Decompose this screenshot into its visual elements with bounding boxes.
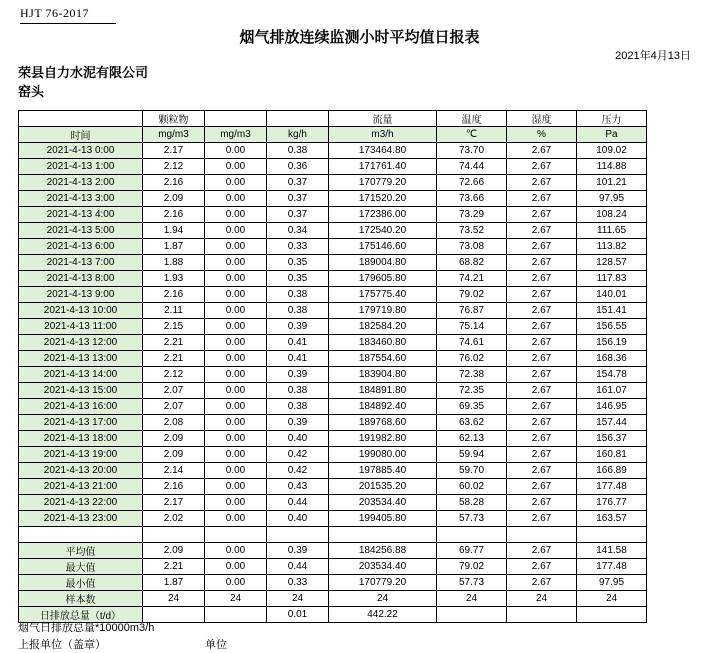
table-row: [19, 239, 647, 255]
page-title: 烟气排放连续监测小时平均值日报表: [239, 29, 480, 46]
cell-value-4: 59.94: [437, 447, 507, 463]
cell-value-3: 173464.80: [329, 143, 437, 159]
emission-data-table: [18, 110, 647, 623]
table-row: [19, 415, 647, 431]
table-row: [19, 159, 647, 175]
cell-value-0: 1.88: [143, 255, 205, 271]
stat-value-6: 24: [577, 591, 647, 607]
cell-value-5: 2.67: [507, 223, 577, 239]
cell-value-3: 171520.20: [329, 191, 437, 207]
cell-value-1: 0.00: [205, 223, 267, 239]
cell-value-3: 189768.60: [329, 415, 437, 431]
cell-time: 2021-4-13 2:00: [19, 175, 143, 191]
table-row: [19, 367, 647, 383]
header-cell-7: 压力: [577, 111, 647, 127]
header-cell-5: 温度: [437, 111, 507, 127]
cell-value-6: 163.57: [577, 511, 647, 527]
cell-value-4: 73.66: [437, 191, 507, 207]
cell-value-6: 156.19: [577, 335, 647, 351]
stat-value-1: 0.00: [205, 543, 267, 559]
cell-value-2: 0.38: [267, 143, 329, 159]
cell-value-2: 0.37: [267, 207, 329, 223]
cell-time: 2021-4-13 20:00: [19, 463, 143, 479]
stat-label: 最大值: [19, 559, 143, 575]
cell-value-2: 0.44: [267, 495, 329, 511]
cell-value-1: 0.00: [205, 511, 267, 527]
cell-time: 2021-4-13 1:00: [19, 159, 143, 175]
table-row: [19, 175, 647, 191]
cell-value-0: 2.08: [143, 415, 205, 431]
cell-value-2: 0.38: [267, 399, 329, 415]
stat-value-3: 184256.88: [329, 543, 437, 559]
table-row: [19, 207, 647, 223]
cell-value-1: 0.00: [205, 447, 267, 463]
stat-value-5: 2.67: [507, 575, 577, 591]
cell-time: 2021-4-13 14:00: [19, 367, 143, 383]
cell-value-1: 0.00: [205, 495, 267, 511]
cell-value-2: 0.37: [267, 191, 329, 207]
cell-value-3: 203534.40: [329, 495, 437, 511]
cell-value-3: 201535.20: [329, 479, 437, 495]
cell-value-4: 63.62: [437, 415, 507, 431]
cell-value-4: 59.70: [437, 463, 507, 479]
cell-value-0: 2.21: [143, 351, 205, 367]
cell-value-4: 75.14: [437, 319, 507, 335]
cell-value-0: 2.16: [143, 175, 205, 191]
cell-value-2: 0.39: [267, 367, 329, 383]
cell-value-2: 0.37: [267, 175, 329, 191]
stat-value-5: 24: [507, 591, 577, 607]
cell-value-2: 0.40: [267, 431, 329, 447]
cell-value-0: 1.94: [143, 223, 205, 239]
header-cell-1: 颗粒物: [143, 111, 205, 127]
cell-value-0: 2.09: [143, 447, 205, 463]
cell-value-4: 74.21: [437, 271, 507, 287]
cell-value-6: 176.77: [577, 495, 647, 511]
cell-value-1: 0.00: [205, 175, 267, 191]
cell-value-6: 111.65: [577, 223, 647, 239]
stat-value-0: 24: [143, 591, 205, 607]
cell-value-5: 2.67: [507, 511, 577, 527]
cell-value-6: 117.83: [577, 271, 647, 287]
cell-value-1: 0.00: [205, 143, 267, 159]
table-spacer-row: [19, 527, 647, 543]
cell-value-2: 0.41: [267, 335, 329, 351]
cell-value-4: 57.73: [437, 511, 507, 527]
cell-value-0: 1.87: [143, 239, 205, 255]
cell-value-5: 2.67: [507, 255, 577, 271]
cell-value-0: 2.14: [143, 463, 205, 479]
cell-value-3: 197885.40: [329, 463, 437, 479]
cell-value-3: 170779.20: [329, 175, 437, 191]
cell-value-1: 0.00: [205, 383, 267, 399]
cell-value-6: 156.55: [577, 319, 647, 335]
stat-value-2: 0.44: [267, 559, 329, 575]
cell-value-6: 140.01: [577, 287, 647, 303]
cell-value-5: 2.67: [507, 303, 577, 319]
table-row: [19, 287, 647, 303]
cell-value-5: 2.67: [507, 495, 577, 511]
cell-value-1: 0.00: [205, 255, 267, 271]
unit-cell-4: ℃: [437, 127, 507, 143]
report-date: 2021年4月13日: [615, 50, 691, 62]
total-value-temp: [437, 607, 507, 623]
cell-time: 2021-4-13 11:00: [19, 319, 143, 335]
company-name: 荣县自力水泥有限公司: [18, 65, 149, 80]
cell-value-4: 76.02: [437, 351, 507, 367]
cell-value-3: 182584.20: [329, 319, 437, 335]
table-row: [19, 143, 647, 159]
cell-time: 2021-4-13 7:00: [19, 255, 143, 271]
table-stat-row: [19, 543, 647, 559]
cell-value-3: 184891.80: [329, 383, 437, 399]
unit-cell-2: kg/h: [267, 127, 329, 143]
cell-value-3: 191982.80: [329, 431, 437, 447]
cell-value-5: 2.67: [507, 271, 577, 287]
cell-value-0: 2.09: [143, 431, 205, 447]
cell-value-5: 2.67: [507, 479, 577, 495]
header-rule: [20, 23, 116, 24]
header-cell-2: [205, 111, 267, 127]
stat-label: 平均值: [19, 543, 143, 559]
cell-time: 2021-4-13 4:00: [19, 207, 143, 223]
cell-value-0: 2.21: [143, 335, 205, 351]
cell-value-3: 179605.80: [329, 271, 437, 287]
cell-value-4: 79.02: [437, 287, 507, 303]
cell-time: 2021-4-13 10:00: [19, 303, 143, 319]
cell-value-6: 166.89: [577, 463, 647, 479]
stat-value-4: 69.77: [437, 543, 507, 559]
cell-value-1: 0.00: [205, 415, 267, 431]
stat-value-6: 177.48: [577, 559, 647, 575]
spacer-cell: [507, 527, 577, 543]
cell-value-4: 73.70: [437, 143, 507, 159]
total-value-hum: [507, 607, 577, 623]
cell-value-1: 0.00: [205, 463, 267, 479]
cell-value-6: 156.37: [577, 431, 647, 447]
cell-value-4: 72.38: [437, 367, 507, 383]
cell-value-3: 171761.40: [329, 159, 437, 175]
stat-label: 样本数: [19, 591, 143, 607]
cell-value-2: 0.42: [267, 447, 329, 463]
cell-value-0: 1.93: [143, 271, 205, 287]
cell-value-1: 0.00: [205, 159, 267, 175]
cell-value-6: 146.95: [577, 399, 647, 415]
cell-value-6: 109.02: [577, 143, 647, 159]
cell-time: 2021-4-13 15:00: [19, 383, 143, 399]
cell-value-5: 2.67: [507, 351, 577, 367]
spacer-cell: [19, 527, 143, 543]
table-stat-row: [19, 575, 647, 591]
cell-value-4: 72.66: [437, 175, 507, 191]
footer-unit: 单位: [205, 639, 227, 651]
cell-value-1: 0.00: [205, 431, 267, 447]
cell-value-3: 179719.80: [329, 303, 437, 319]
cell-time: 2021-4-13 21:00: [19, 479, 143, 495]
cell-time: 2021-4-13 9:00: [19, 287, 143, 303]
cell-value-1: 0.00: [205, 367, 267, 383]
table-row: [19, 303, 647, 319]
stat-value-5: 2.67: [507, 559, 577, 575]
table-row: [19, 399, 647, 415]
cell-time: 2021-4-13 0:00: [19, 143, 143, 159]
cell-value-0: 2.16: [143, 479, 205, 495]
stat-value-5: 2.67: [507, 543, 577, 559]
cell-value-3: 199080.00: [329, 447, 437, 463]
cell-value-2: 0.39: [267, 319, 329, 335]
cell-value-2: 0.35: [267, 271, 329, 287]
stat-value-3: 24: [329, 591, 437, 607]
cell-value-1: 0.00: [205, 239, 267, 255]
table-stat-row: [19, 559, 647, 575]
unit-cell-5: %: [507, 127, 577, 143]
cell-value-6: 161.07: [577, 383, 647, 399]
stat-value-6: 97.95: [577, 575, 647, 591]
cell-value-5: 2.67: [507, 367, 577, 383]
standard-code: HJT 76-2017: [20, 6, 89, 20]
unit-cell-3: m3/h: [329, 127, 437, 143]
spacer-cell: [329, 527, 437, 543]
stat-value-3: 203534.40: [329, 559, 437, 575]
cell-value-6: 157.44: [577, 415, 647, 431]
cell-value-1: 0.00: [205, 335, 267, 351]
cell-value-2: 0.34: [267, 223, 329, 239]
total-value-c: 0.01: [267, 607, 329, 623]
cell-value-4: 72.35: [437, 383, 507, 399]
cell-time: 2021-4-13 22:00: [19, 495, 143, 511]
cell-value-6: 113.82: [577, 239, 647, 255]
cell-value-2: 0.43: [267, 479, 329, 495]
cell-value-5: 2.67: [507, 399, 577, 415]
cell-value-0: 2.17: [143, 143, 205, 159]
cell-value-1: 0.00: [205, 319, 267, 335]
cell-value-5: 2.67: [507, 415, 577, 431]
cell-value-4: 73.52: [437, 223, 507, 239]
cell-value-4: 68.82: [437, 255, 507, 271]
cell-value-3: 183904.80: [329, 367, 437, 383]
table-row: [19, 351, 647, 367]
cell-value-3: 183460.80: [329, 335, 437, 351]
cell-value-2: 0.42: [267, 463, 329, 479]
cell-time: 2021-4-13 8:00: [19, 271, 143, 287]
cell-value-6: 108.24: [577, 207, 647, 223]
table-stat-row: [19, 591, 647, 607]
cell-value-6: 97.95: [577, 191, 647, 207]
stat-value-2: 0.33: [267, 575, 329, 591]
table-row: [19, 511, 647, 527]
cell-value-1: 0.00: [205, 479, 267, 495]
total-value-b: [205, 607, 267, 623]
stat-value-4: 24: [437, 591, 507, 607]
table-row: [19, 271, 647, 287]
spacer-cell: [267, 527, 329, 543]
cell-value-3: 175775.40: [329, 287, 437, 303]
cell-value-0: 2.12: [143, 159, 205, 175]
cell-value-2: 0.41: [267, 351, 329, 367]
cell-value-3: 175146.60: [329, 239, 437, 255]
cell-value-2: 0.38: [267, 287, 329, 303]
cell-value-2: 0.40: [267, 511, 329, 527]
units-row-label: 时间: [19, 127, 143, 143]
unit-cell-1: mg/m3: [205, 127, 267, 143]
table-row: [19, 447, 647, 463]
cell-value-2: 0.36: [267, 159, 329, 175]
cell-value-0: 2.02: [143, 511, 205, 527]
cell-time: 2021-4-13 13:00: [19, 351, 143, 367]
stat-value-1: 0.00: [205, 559, 267, 575]
stat-value-1: 0.00: [205, 575, 267, 591]
spacer-cell: [205, 527, 267, 543]
stat-value-0: 1.87: [143, 575, 205, 591]
cell-value-1: 0.00: [205, 287, 267, 303]
cell-time: 2021-4-13 17:00: [19, 415, 143, 431]
cell-value-0: 2.09: [143, 191, 205, 207]
stat-value-1: 24: [205, 591, 267, 607]
cell-value-5: 2.67: [507, 207, 577, 223]
stat-value-0: 2.21: [143, 559, 205, 575]
stat-value-4: 57.73: [437, 575, 507, 591]
header-cell-0: [19, 111, 143, 127]
cell-value-2: 0.35: [267, 255, 329, 271]
cell-value-5: 2.67: [507, 143, 577, 159]
cell-value-1: 0.00: [205, 207, 267, 223]
total-label: 日排放总量（t/d）: [19, 607, 143, 623]
table-row: [19, 223, 647, 239]
spacer-cell: [143, 527, 205, 543]
cell-time: 2021-4-13 5:00: [19, 223, 143, 239]
table-row: [19, 495, 647, 511]
cell-value-0: 2.17: [143, 495, 205, 511]
cell-value-5: 2.67: [507, 463, 577, 479]
stat-value-0: 2.09: [143, 543, 205, 559]
cell-time: 2021-4-13 18:00: [19, 431, 143, 447]
cell-value-6: 151.41: [577, 303, 647, 319]
cell-value-0: 2.11: [143, 303, 205, 319]
cell-time: 2021-4-13 12:00: [19, 335, 143, 351]
spacer-cell: [577, 527, 647, 543]
cell-value-4: 60.02: [437, 479, 507, 495]
cell-value-3: 184892.40: [329, 399, 437, 415]
cell-value-5: 2.67: [507, 335, 577, 351]
cell-value-5: 2.67: [507, 239, 577, 255]
table-row: [19, 191, 647, 207]
cell-value-6: 168.36: [577, 351, 647, 367]
table-row: [19, 319, 647, 335]
stat-value-2: 24: [267, 591, 329, 607]
cell-value-5: 2.67: [507, 319, 577, 335]
cell-value-4: 62.13: [437, 431, 507, 447]
cell-value-2: 0.33: [267, 239, 329, 255]
header-cell-6: 湿度: [507, 111, 577, 127]
cell-value-6: 101.21: [577, 175, 647, 191]
cell-value-3: 172540.20: [329, 223, 437, 239]
cell-value-3: 189004.80: [329, 255, 437, 271]
cell-value-5: 2.67: [507, 191, 577, 207]
cell-value-2: 0.38: [267, 303, 329, 319]
cell-value-3: 172386.00: [329, 207, 437, 223]
table-row: [19, 335, 647, 351]
header-cell-3: [267, 111, 329, 127]
cell-value-3: 199405.80: [329, 511, 437, 527]
cell-value-2: 0.39: [267, 415, 329, 431]
cell-value-4: 73.29: [437, 207, 507, 223]
cell-value-4: 69.35: [437, 399, 507, 415]
cell-value-4: 76.87: [437, 303, 507, 319]
cell-value-6: 160.81: [577, 447, 647, 463]
cell-time: 2021-4-13 3:00: [19, 191, 143, 207]
cell-value-0: 2.15: [143, 319, 205, 335]
cell-value-1: 0.00: [205, 271, 267, 287]
header-cell-4: 流量: [329, 111, 437, 127]
cell-value-1: 0.00: [205, 399, 267, 415]
spacer-cell: [437, 527, 507, 543]
cell-value-5: 2.67: [507, 159, 577, 175]
cell-value-5: 2.67: [507, 447, 577, 463]
stat-label: 最小值: [19, 575, 143, 591]
table-row: [19, 431, 647, 447]
cell-time: 2021-4-13 23:00: [19, 511, 143, 527]
total-value-flow: 442.22: [329, 607, 437, 623]
stat-value-6: 141.58: [577, 543, 647, 559]
cell-value-6: 114.88: [577, 159, 647, 175]
cell-value-2: 0.38: [267, 383, 329, 399]
stat-value-2: 0.39: [267, 543, 329, 559]
table-row: [19, 255, 647, 271]
cell-value-0: 2.12: [143, 367, 205, 383]
cell-value-1: 0.00: [205, 351, 267, 367]
cell-value-6: 154.78: [577, 367, 647, 383]
facility-name: 窑头: [18, 84, 45, 99]
cell-value-5: 2.67: [507, 431, 577, 447]
table-row: [19, 479, 647, 495]
cell-value-0: 2.16: [143, 207, 205, 223]
table-units-row: [19, 127, 647, 143]
cell-value-0: 2.16: [143, 287, 205, 303]
table-row: [19, 383, 647, 399]
stat-value-4: 79.02: [437, 559, 507, 575]
footer-report-unit: 上报单位（盖章）: [18, 639, 106, 651]
cell-value-5: 2.67: [507, 287, 577, 303]
cell-value-4: 58.28: [437, 495, 507, 511]
cell-value-0: 2.07: [143, 399, 205, 415]
total-value-pres: [577, 607, 647, 623]
cell-time: 2021-4-13 19:00: [19, 447, 143, 463]
cell-value-4: 74.44: [437, 159, 507, 175]
cell-value-1: 0.00: [205, 303, 267, 319]
cell-value-5: 2.67: [507, 383, 577, 399]
cell-value-4: 74.61: [437, 335, 507, 351]
cell-time: 2021-4-13 16:00: [19, 399, 143, 415]
cell-value-4: 73.08: [437, 239, 507, 255]
cell-value-5: 2.67: [507, 175, 577, 191]
cell-value-1: 0.00: [205, 191, 267, 207]
cell-value-3: 187554.60: [329, 351, 437, 367]
unit-cell-0: mg/m3: [143, 127, 205, 143]
table-row: [19, 463, 647, 479]
footer-total-note: 烟气日排放总量*10000m3/h: [18, 622, 155, 634]
cell-value-6: 128.57: [577, 255, 647, 271]
table-header-row: [19, 111, 647, 127]
cell-value-0: 2.07: [143, 383, 205, 399]
cell-time: 2021-4-13 6:00: [19, 239, 143, 255]
unit-cell-6: Pa: [577, 127, 647, 143]
stat-value-3: 170779.20: [329, 575, 437, 591]
cell-value-6: 177.48: [577, 479, 647, 495]
